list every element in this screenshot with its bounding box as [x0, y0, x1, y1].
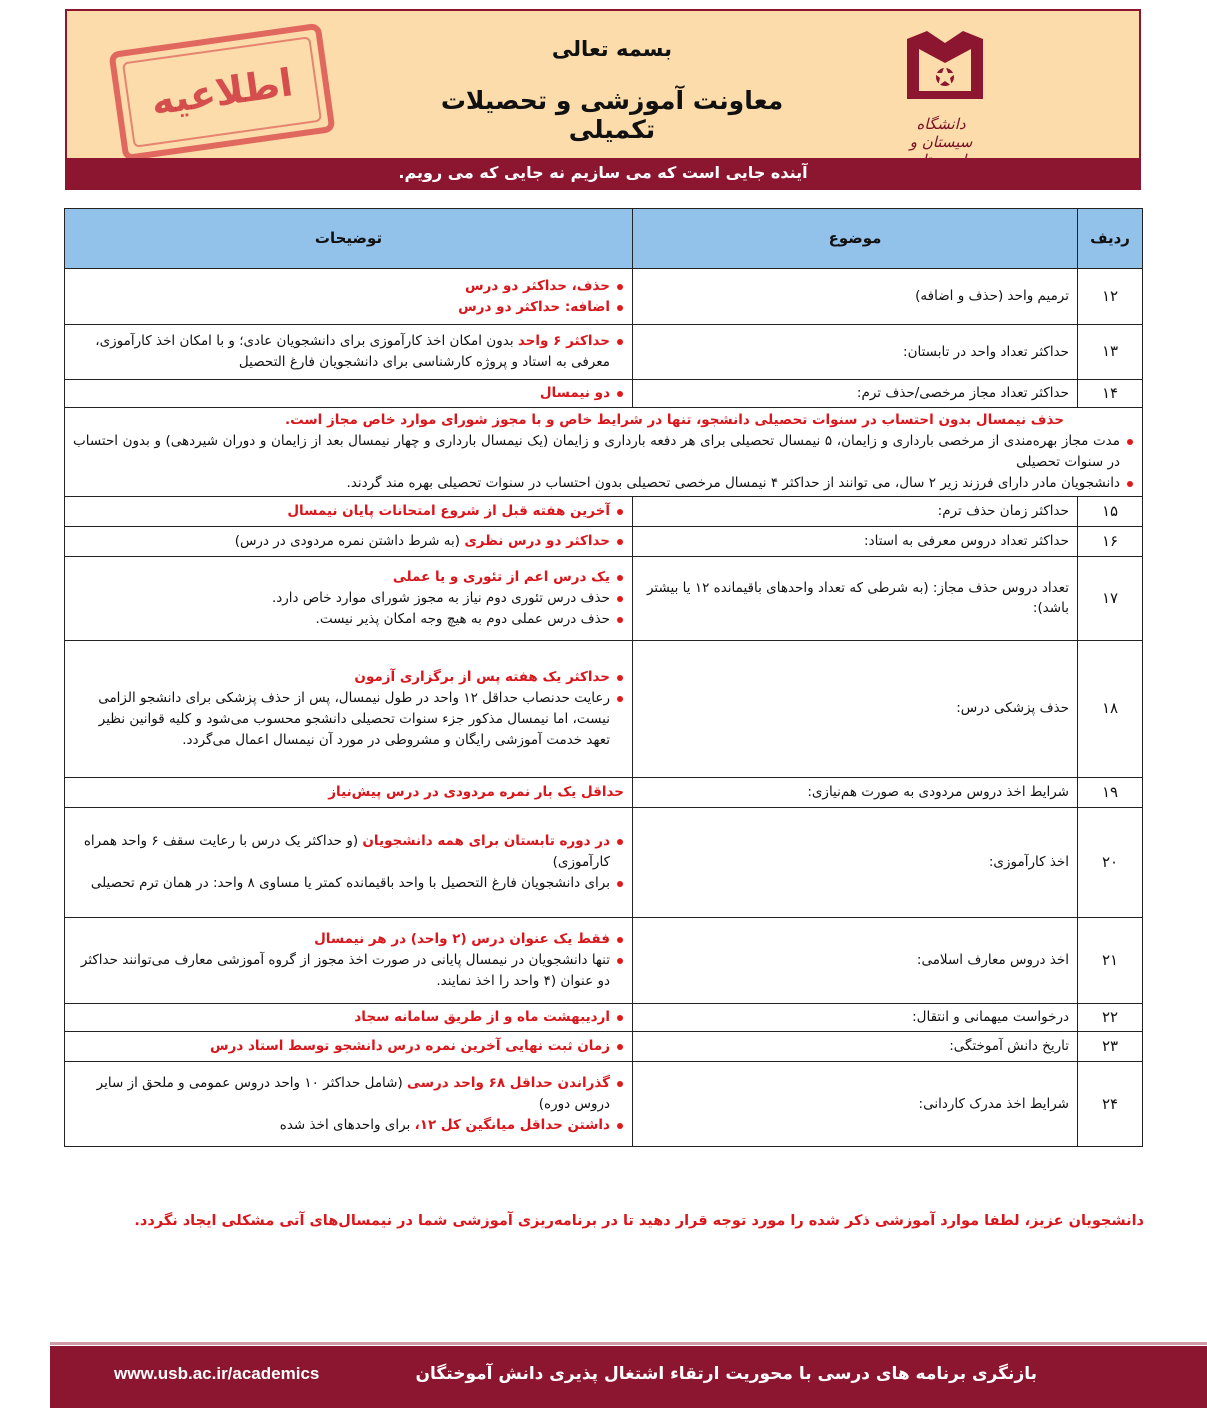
list-item [73, 297, 624, 318]
row-description [65, 380, 633, 408]
row-subject: شرایط اخذ دروس مردودی به صورت هم‌نیازی: [633, 777, 1078, 807]
table-row [65, 556, 1143, 640]
description-list [73, 667, 624, 751]
row-description [65, 777, 633, 807]
row-number: ۲۲ [1078, 1003, 1143, 1031]
student-advice: دانشجویان عزیز، لطفا موارد آموزشی ذکر شده را مورد توجه قرار دهید تا در برنامه‌ریزی آموزشی شما در نیمسال‌های آتی مشکلی ایجاد نگردد. [134, 1213, 1144, 1229]
row-subject: ترمیم واحد (حذف و اضافه) [633, 269, 1078, 325]
footer-divider [50, 1342, 1207, 1345]
row-number: ۱۶ [1078, 526, 1143, 556]
table-row [65, 269, 1143, 325]
row-number: ۱۷ [1078, 556, 1143, 640]
table-row [65, 777, 1143, 807]
emphasis-text: گذراندن حداقل ۶۸ واحد درسی [407, 1074, 610, 1091]
list-item [73, 831, 624, 873]
list-item [73, 276, 624, 297]
row-subject: تاریخ دانش آموختگی: [633, 1032, 1078, 1062]
table-row [65, 325, 1143, 380]
row-subject: حداکثر تعداد واحد در تابستان: [633, 325, 1078, 380]
row-subject: درخواست میهمانی و انتقال: [633, 1003, 1078, 1031]
list-item [73, 1115, 624, 1136]
description-list [73, 567, 624, 630]
row-number: ۱۵ [1078, 496, 1143, 526]
row-description [65, 1003, 633, 1031]
note-headline: حذف نیمسال بدون احتساب در سنوات تحصیلی دانشجو، تنها در شرایط خاص و با مجوز شورای موارد خاص مجاز است. [284, 412, 1064, 429]
row-description [65, 526, 633, 556]
list-item [73, 688, 624, 751]
rules-table [64, 208, 1143, 1147]
table-row [65, 917, 1143, 1003]
row-description [65, 325, 633, 380]
description-list [73, 782, 624, 803]
list-item [73, 588, 624, 609]
footer-bar [50, 1346, 1207, 1408]
detail-text: حذف درس تئوری دوم نیاز به مجوز شورای موارد خاص دارد. [271, 589, 610, 606]
note-cell [65, 408, 1143, 497]
university-name: دانشگاه سیستان و [909, 115, 973, 151]
col-header-subject: موضوع [633, 209, 1078, 269]
list-item [73, 609, 624, 630]
row-description [65, 640, 633, 777]
list-item [73, 567, 624, 588]
row-number: ۲۰ [1078, 807, 1143, 917]
row-number: ۱۹ [1078, 777, 1143, 807]
list-item [73, 1007, 624, 1028]
bismillah-heading: بسمه تعالی [551, 37, 673, 61]
row-subject: اخذ دروس معارف اسلامی: [633, 917, 1078, 1003]
detail-text: (به شرط داشتن نمره مردودی در درس) [234, 532, 465, 549]
emphasis-text: اضافه: حداکثر دو درس [458, 298, 610, 315]
detail-text: (و حداکثر یک درس با رعایت سقف ۶ واحد همراه کارآموزی) [83, 833, 610, 870]
list-item [73, 782, 624, 803]
description-list [73, 531, 624, 552]
table-header-row [65, 209, 1143, 269]
list-item [73, 1073, 624, 1115]
list-item: مدت مجاز بهره‌مندی از مرخصی بارداری و زایمان، ۵ نیمسال تحصیلی برای هر دفعه بارداری و زایمان (یک نیمسال بارداری و چهار نیمسال بعد از زایمان و دوران شیردهی) و بدون احتساب در سنوات تحصیلی [73, 431, 1134, 473]
detail-text: رعایت حدنصاب حداقل ۱۲ واحد در طول نیمسال، پس از حذف پزشکی برای دانشجو الزامی نیست، اما نیمسال مذکور جزء سنوات تحصیلی دانشجو محسوب می‌شود و کلیه قوانین نظیر تعهد خدمت آموزشی رایگان و مشروطی در مورد آن نیمسال اعمال می‌گردد. [98, 690, 610, 748]
description-list [73, 1073, 624, 1136]
row-description [65, 1032, 633, 1062]
detail-text: حذف درس عملی دوم به هیچ وجه امکان پذیر نیست. [315, 610, 610, 627]
row-number: ۱۴ [1078, 380, 1143, 408]
detail-text: بدون امکان اخذ کارآموزی برای دانشجویان عادی؛ و با امکان اخذ کارآموزی، معرفی به استاد و پروژه کارشناسی برای دانشجویان فارغ التحصیل [95, 333, 610, 370]
row-number: ۱۲ [1078, 269, 1143, 325]
row-subject: شرایط اخذ مدرک کاردانی: [633, 1062, 1078, 1147]
row-number: ۲۴ [1078, 1062, 1143, 1147]
emphasis-text: زمان ثبت نهایی آخرین نمره درس دانشجو توسط استاد درس [209, 1038, 610, 1055]
emphasis-text: حداکثر یک هفته پس از برگزاری آزمون [354, 669, 610, 686]
note-row [65, 408, 1143, 497]
description-list [73, 383, 624, 404]
table-row [65, 807, 1143, 917]
description-list [73, 501, 624, 522]
row-number: ۲۳ [1078, 1032, 1143, 1062]
detail-text: برای واحدهای اخذ شده [279, 1116, 415, 1133]
footer-slogan: بازنگری برنامه های درسی با محوریت ارتقاء اشتغال پذیری دانش آموختگان [415, 1364, 1037, 1384]
col-header-row-number: ردیف [1078, 209, 1143, 269]
table-row [65, 1062, 1143, 1147]
footer-link[interactable]: www.usb.ac.ir/academics [114, 1364, 320, 1383]
emphasis-text: اردیبهشت ماه و از طریق سامانه سجاد [354, 1009, 610, 1026]
detail-text: تنها دانشجویان در نیمسال پایانی در صورت اخذ مجوز از گروه آموزشی معارف می‌توانند حداکثر دو عنوان (۴ واحد را اخذ نمایند. [80, 951, 610, 989]
col-header-description: توضیحات [65, 209, 633, 269]
row-description [65, 917, 633, 1003]
table-row [65, 380, 1143, 408]
row-subject: اخذ کارآموزی: [633, 807, 1078, 917]
university-logo-icon [903, 29, 987, 101]
table-row [65, 1003, 1143, 1031]
description-list [73, 1007, 624, 1028]
table-row [65, 1032, 1143, 1062]
table-row [65, 496, 1143, 526]
description-list [73, 276, 624, 318]
emphasis-text: حداقل یک بار نمره مردودی در درس پیش‌نیاز [328, 783, 624, 800]
row-subject: حداکثر تعداد دروس معرفی به استاد: [633, 526, 1078, 556]
emphasis-text: آخرین هفته قبل از شروع امتحانات پایان نیمسال [287, 502, 610, 519]
table-row [65, 526, 1143, 556]
row-description [65, 807, 633, 917]
row-subject: تعداد دروس حذف مجاز: (به شرطی که تعداد واحدهای باقیمانده ۱۲ یا بیشتر باشد): [633, 556, 1078, 640]
row-subject: حذف پزشکی درس: [633, 640, 1078, 777]
office-title: معاونت آموزشی و تحصیلات تکمیلی [440, 86, 784, 144]
list-item [73, 383, 624, 404]
row-subject: حداکثر زمان حذف ترم: [633, 496, 1078, 526]
note-list [73, 431, 1134, 494]
row-description [65, 496, 633, 526]
row-number: ۱۸ [1078, 640, 1143, 777]
row-description [65, 556, 633, 640]
emphasis-text: حذف، حداکثر دو درس [465, 277, 610, 294]
list-item [73, 950, 624, 992]
list-item [73, 331, 624, 373]
emphasis-text: داشتن حداقل میانگین کل ۱۲، [414, 1116, 610, 1133]
emphasis-text: در دوره تابستان برای همه دانشجویان [362, 833, 610, 850]
description-list [73, 929, 624, 992]
list-item [73, 531, 624, 552]
list-item [73, 929, 624, 950]
stamp-label: اطلاعیه [122, 36, 322, 148]
list-item [73, 501, 624, 522]
detail-text: برای دانشجویان فارغ التحصیل با واحد باقیمانده کمتر یا مساوی ۸ واحد: در همان ترم تحصیلی [90, 874, 610, 891]
emphasis-text: فقط یک عنوان درس (۲ واحد) در هر نیمسال [314, 931, 610, 948]
row-subject: حداکثر تعداد مجاز مرخصی/حذف ترم: [633, 380, 1078, 408]
list-item [73, 667, 624, 688]
emphasis-text: حداکثر دو درس نظری [464, 532, 610, 549]
list-item [73, 1036, 624, 1057]
emphasis-text: حداکثر ۶ واحد [517, 333, 610, 350]
detail-text: (شامل حداکثر ۱۰ واحد دروس عمومی و ملحق از سایر دروس دوره) [96, 1074, 610, 1112]
row-number: ۱۳ [1078, 325, 1143, 380]
description-list [73, 831, 624, 894]
motto-bar: آینده جایی است که می سازیم نه جایی که می رویم. [67, 158, 1139, 188]
description-list [73, 1036, 624, 1057]
emphasis-text: یک درس اعم از تئوری و یا عملی [392, 569, 610, 586]
row-number: ۲۱ [1078, 917, 1143, 1003]
description-list [73, 331, 624, 373]
list-item [73, 873, 624, 894]
table-row [65, 640, 1143, 777]
emphasis-text: دو نیمسال [539, 385, 610, 402]
row-description [65, 269, 633, 325]
announcement-stamp [108, 23, 335, 162]
list-item: دانشجویان مادر دارای فرزند زیر ۲ سال، می توانند از حداکثر ۴ نیمسال مرخصی تحصیلی بدون احتساب در سنوات تحصیلی بهره مند گردند. [73, 473, 1134, 494]
row-description [65, 1062, 633, 1147]
header-banner [65, 9, 1141, 190]
